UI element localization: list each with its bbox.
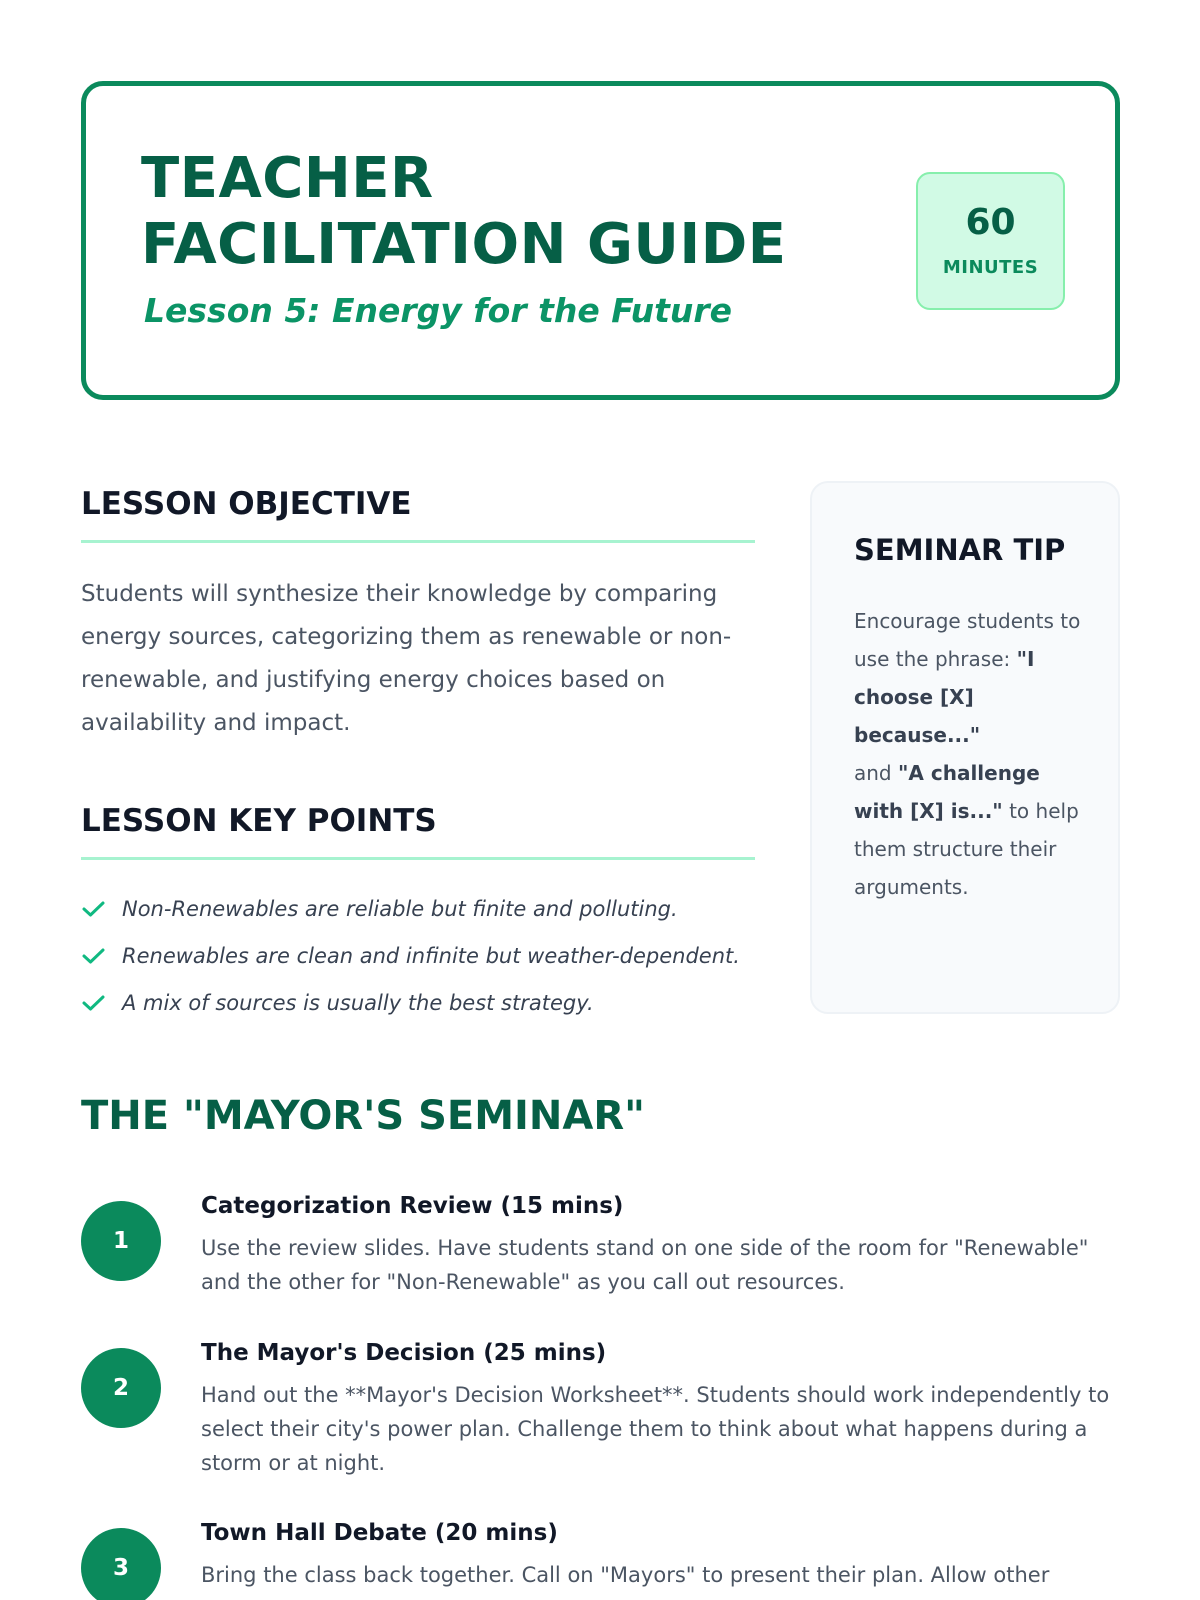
title-line-1: TEACHER [141,146,434,211]
key-points-list [81,885,781,1026]
key-point-text: Renewables are clean and infinite but weather-dependent. [122,943,740,968]
tip-title: SEMINAR TIP [854,533,1066,567]
duration-value: 60 [965,202,1016,243]
check-icon [81,900,106,918]
step-number-badge: 2 [81,1348,161,1428]
step-title: The Mayor's Decision (25 mins) [201,1340,607,1366]
step-title: Categorization Review (15 mins) [201,1193,624,1219]
list-item [81,885,781,932]
page-title [141,146,861,278]
step-description: Hand out the **Mayor's Decision Worksheet**. Students should work independently to select their city's power plan. Challenge them to think about what happens during a storm or at night. [201,1383,1110,1475]
key-points-heading: LESSON KEY POINTS [81,803,755,860]
tip-phrase-2: "A challenge with [X] is..." [854,761,1040,823]
duration-unit: MINUTES [942,257,1039,278]
step-description: Use the review slides. Have students stand on one side of the room for "Renewable" and the other for "Non-Renewable" as you call out resources. [201,1236,1089,1294]
check-icon [81,994,106,1012]
header-card [81,81,1120,400]
objective-text: Students will synthesize their knowledge by comparing energy sources, categorizing them as renewable or non-renewable, and justifying energy choices based on availability and impact. [81,581,732,736]
tip-phrase-1: "I choose [X] because..." [854,647,1035,747]
step-number-badge: 1 [81,1201,161,1281]
objective-heading: LESSON OBJECTIVE [81,486,755,543]
tip-body [854,602,1094,906]
seminar-title: THE "MAYOR'S SEMINAR" [81,1093,646,1139]
tip-intro: Encourage students to use the phrase: [854,609,1081,671]
title-line-2: FACILITATION GUIDE [141,212,787,277]
tip-outro: to help them structure their arguments. [854,799,1079,899]
seminar-tip-card [810,481,1120,1014]
duration-badge [916,172,1065,310]
key-point-text: A mix of sources is usually the best strategy. [122,990,594,1015]
step-title: Town Hall Debate (20 mins) [201,1520,558,1546]
check-icon [81,947,106,965]
step-number-badge: 3 [81,1528,161,1600]
tip-connector: and [854,761,892,785]
lesson-subtitle: Lesson 5: Energy for the Future [144,291,733,330]
list-item [81,932,781,979]
step-description: Bring the class back together. Call on "Mayors" to present their plan. Allow other [201,1563,1050,1587]
list-item [81,979,781,1026]
key-point-text: Non-Renewables are reliable but finite and polluting. [122,896,678,921]
